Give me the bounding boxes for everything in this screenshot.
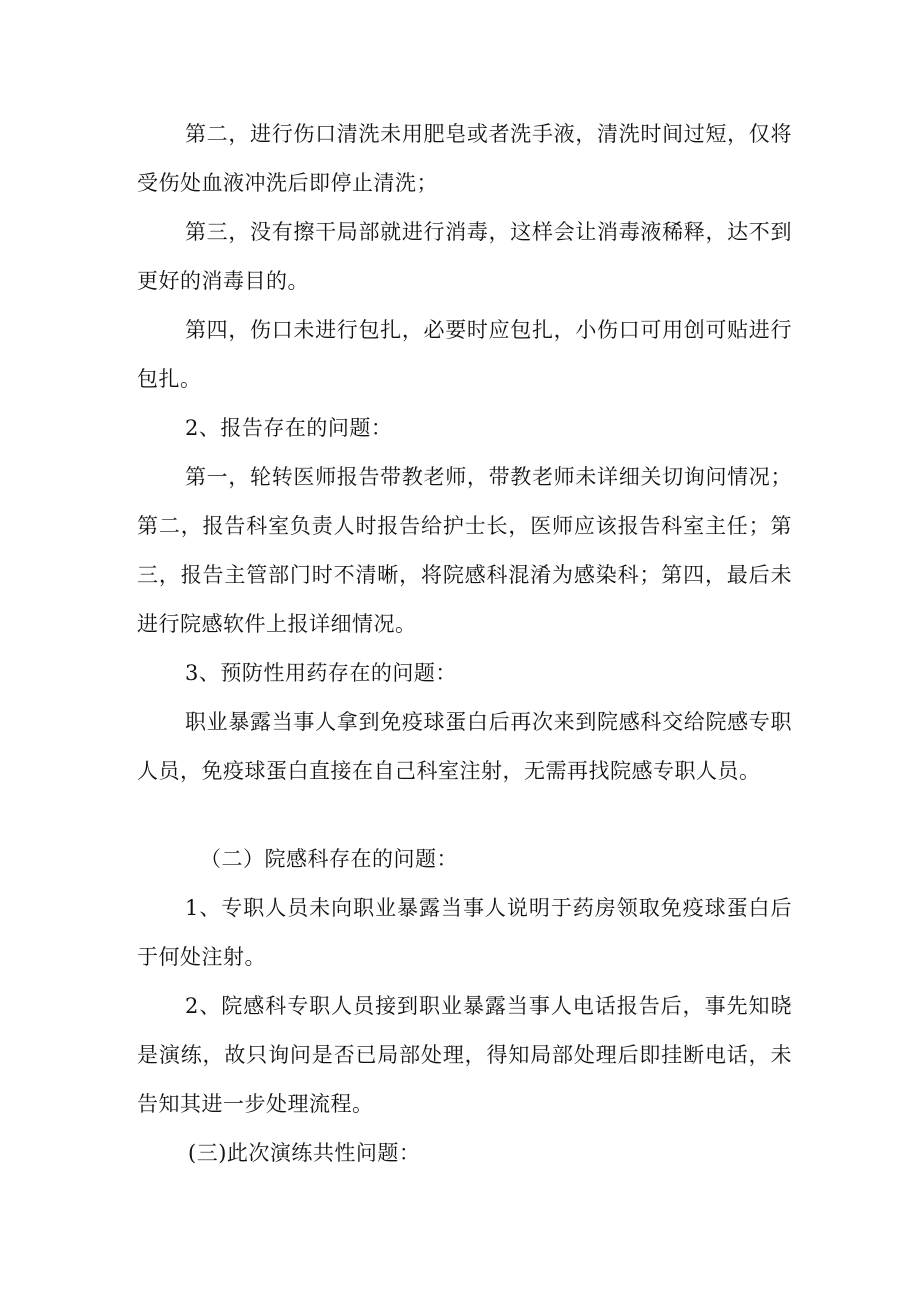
- heading-prophylaxis-problems: 3、预防性用药存在的问题：: [185, 661, 457, 685]
- paragraph-immunoglobulin: 职业暴露当事人拿到免疫球蛋白后再次来到院感科交给院感专职人员，免疫球蛋白直接在自己科室注射，无需再找院感专职人员。: [137, 710, 792, 783]
- heading-reporting-problems: 2、报告存在的问题：: [185, 416, 393, 440]
- paragraph-phone-report: 2、院感科专职人员接到职业暴露当事人电话报告后，事先知晓是演练，故只询问是否已局部处理，得知局部处理后即挂断电话，未告知其进一步处理流程。: [137, 994, 792, 1116]
- paragraph-wound-cleaning: 第二，进行伤口清洗未用肥皂或者洗手液，清洗时间过短，仅将受伤处血液冲洗后即停止清洗；: [137, 122, 792, 195]
- paragraph-reporting-details: 第一，轮转医师报告带教老师，带教老师未详细关切询问情况；第二，报告科室负责人时报告给护士长，医师应该报告科室主任；第三，报告主管部门时不清晰，将院感科混淆为感染科；第四，最后未进行院感软件上报详细情况。: [137, 465, 792, 636]
- paragraph-staff-explanation: 1、专职人员未向职业暴露当事人说明于药房领取免疫球蛋白后于何处注射。: [137, 896, 792, 969]
- section-heading-common-problems: (三)此次演练共性问题：: [188, 1141, 421, 1165]
- paragraph-bandaging: 第四，伤口未进行包扎，必要时应包扎，小伤口可用创可贴进行包扎。: [137, 318, 792, 391]
- section-heading-infection-dept: （二）院感科存在的问题：: [200, 847, 458, 871]
- paragraph-disinfection: 第三，没有擦干局部就进行消毒，这样会让消毒液稀释，达不到更好的消毒目的。: [137, 220, 792, 293]
